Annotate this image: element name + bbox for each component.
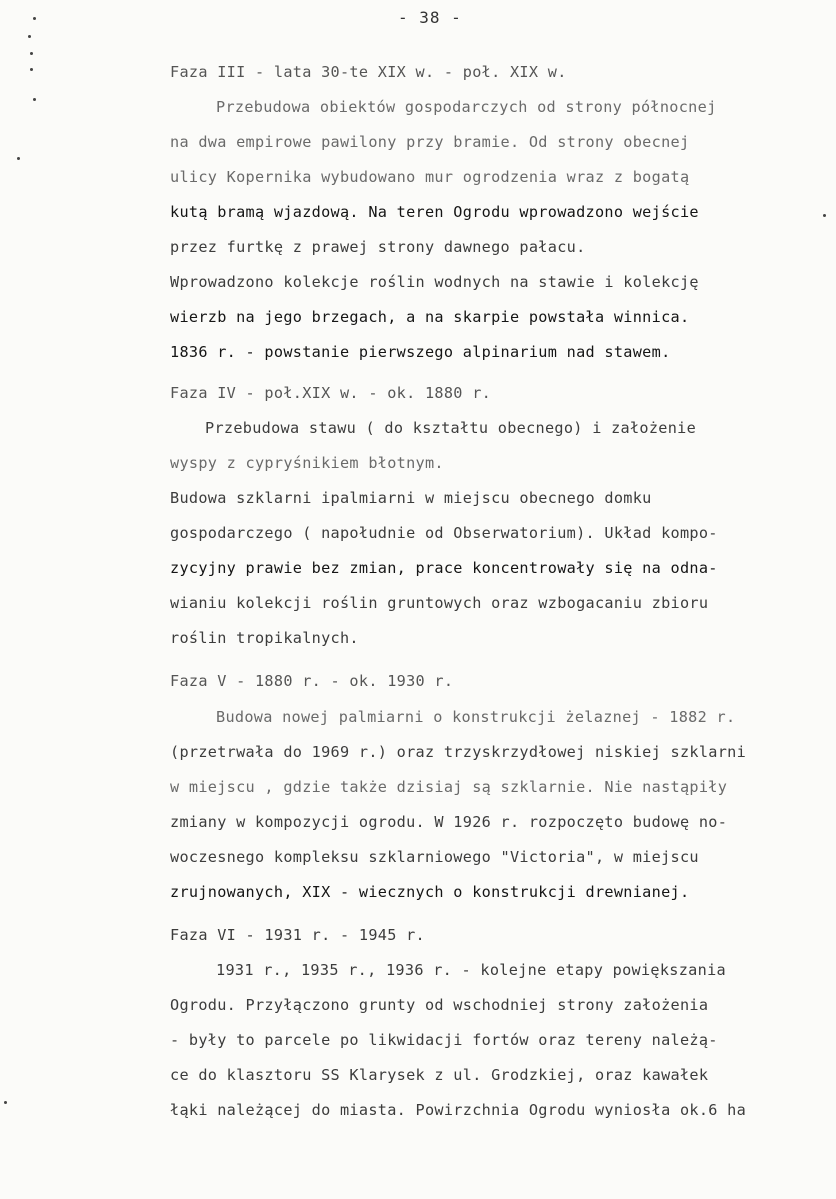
text-line: Wprowadzono kolekcje roślin wodnych na stawie i kolekcję xyxy=(170,273,699,291)
text-line: ce do klasztoru SS Klarysek z ul. Grodzkiej, oraz kawałek xyxy=(170,1066,709,1084)
scan-speck xyxy=(30,68,33,71)
text-line: Ogrodu. Przyłączono grunty od wschodniej strony założenia xyxy=(170,996,709,1014)
text-line: Przebudowa stawu ( do kształtu obecnego) i założenie xyxy=(205,419,697,437)
text-line: w miejscu , gdzie także dzisiaj są szklarnie. Nie nastąpiły xyxy=(170,778,728,796)
text-line: Przebudowa obiektów gospodarczych od strony północnej xyxy=(216,98,717,116)
scan-speck xyxy=(17,157,20,160)
text-line: zmiany w kompozycji ogrodu. W 1926 r. rozpoczęto budowę no- xyxy=(170,813,728,831)
phase-heading: Faza IV - poł.XIX w. - ok. 1880 r. xyxy=(170,384,492,402)
phase-heading: Faza III - lata 30-te XIX w. - poł. XIX w. xyxy=(170,63,567,81)
text-line: przez furtkę z prawej strony dawnego pałacu. xyxy=(170,238,586,256)
text-line: 1931 r., 1935 r., 1936 r. - kolejne etapy powiększania xyxy=(216,961,726,979)
text-line: woczesnego kompleksu szklarniowego "Victoria", w miejscu xyxy=(170,848,699,866)
text-line: Budowa nowej palmiarni o konstrukcji żelaznej - 1882 r. xyxy=(216,708,736,726)
text-line: Budowa szklarni ipalmiarni w miejscu obecnego domku xyxy=(170,489,652,507)
scan-speck xyxy=(823,214,826,217)
scan-speck xyxy=(33,17,36,20)
text-line: roślin tropikalnych. xyxy=(170,629,359,647)
text-line: 1836 r. - powstanie pierwszego alpinarium nad stawem. xyxy=(170,343,671,361)
text-line: gospodarczego ( napołudnie od Obserwatorium). Układ kompo- xyxy=(170,524,718,542)
page-number: - 38 - xyxy=(398,8,462,27)
text-line: na dwa empirowe pawilony przy bramie. Od strony obecnej xyxy=(170,133,690,151)
scan-speck xyxy=(4,1101,7,1104)
text-line: wyspy z cypryśnikiem błotnym. xyxy=(170,454,444,472)
text-line: zrujnowanych, XIX - wiecznych o konstrukcji drewnianej. xyxy=(170,883,690,901)
scan-speck xyxy=(28,35,31,38)
text-line: wierzb na jego brzegach, a na skarpie powstała winnica. xyxy=(170,308,690,326)
text-line: zycyjny prawie bez zmian, prace koncentrowały się na odna- xyxy=(170,559,718,577)
text-line: kutą bramą wjazdową. Na teren Ogrodu wprowadzono wejście xyxy=(170,203,699,221)
text-line: (przetrwała do 1969 r.) oraz trzyskrzydłowej niskiej szklarni xyxy=(170,743,747,761)
text-line: ulicy Kopernika wybudowano mur ogrodzenia wraz z bogatą xyxy=(170,168,690,186)
text-line: łąki należącej do miasta. Powirzchnia Ogrodu wyniosła ok.6 ha xyxy=(170,1101,747,1119)
phase-heading: Faza VI - 1931 r. - 1945 r. xyxy=(170,926,425,944)
scan-speck xyxy=(33,98,36,101)
scan-speck xyxy=(30,52,33,55)
text-line: wianiu kolekcji roślin gruntowych oraz wzbogacaniu zbioru xyxy=(170,594,709,612)
phase-heading: Faza V - 1880 r. - ok. 1930 r. xyxy=(170,672,454,690)
text-line: - były to parcele po likwidacji fortów oraz tereny należą- xyxy=(170,1031,718,1049)
